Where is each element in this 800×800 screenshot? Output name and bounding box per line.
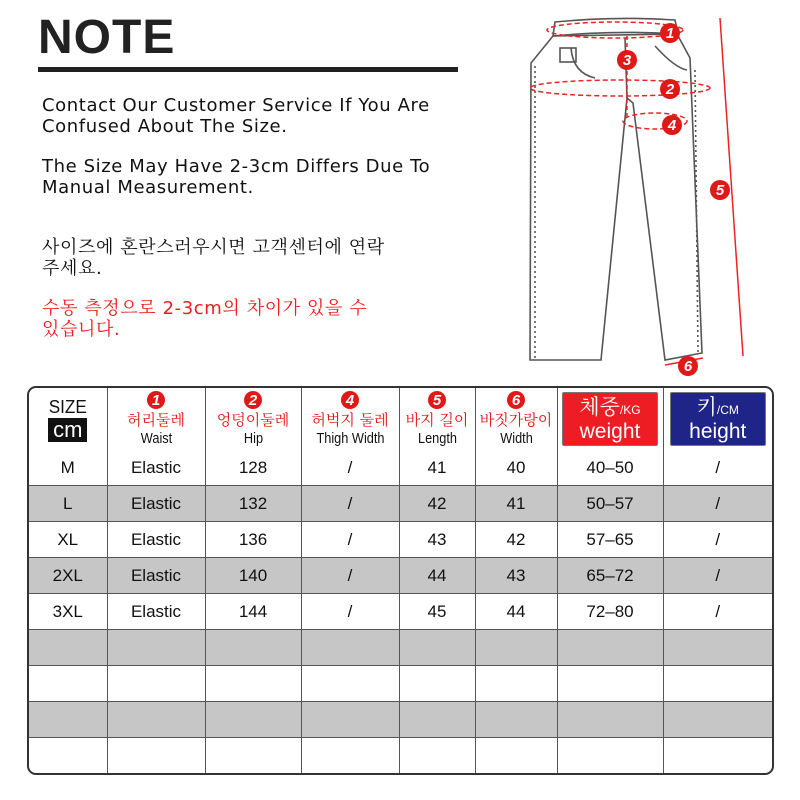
- table-body: [29, 450, 772, 773]
- svg-text:5: 5: [432, 392, 442, 409]
- number-badge-icon: [505, 390, 527, 410]
- table-row: [29, 630, 772, 666]
- table-cell: 42: [399, 486, 475, 522]
- size-cell: XL: [29, 522, 107, 558]
- number-badge-icon: [242, 390, 264, 410]
- table-cell: [301, 702, 399, 738]
- table-row: [29, 486, 772, 522]
- hip-header-cell: 2 엉덩이둘레 Hip: [205, 388, 301, 450]
- note-en-line: Manual Measurement.: [42, 177, 254, 198]
- table-cell: [475, 738, 557, 774]
- svg-text:2: 2: [248, 392, 258, 409]
- table-cell: /: [663, 594, 772, 630]
- pants-outline-icon: [530, 18, 702, 360]
- table-cell: 41: [475, 486, 557, 522]
- waist-header-cell: 1 허리둘레 Waist: [107, 388, 205, 450]
- table-cell: [475, 630, 557, 666]
- table-row: [29, 558, 772, 594]
- table-cell: /: [301, 450, 399, 486]
- table-cell: [399, 666, 475, 702]
- table-cell: [663, 630, 772, 666]
- table-cell: [399, 630, 475, 666]
- table-row: [29, 594, 772, 630]
- svg-text:2: 2: [665, 81, 675, 98]
- table-cell: [475, 702, 557, 738]
- size-cell: [29, 630, 107, 666]
- svg-text:6: 6: [511, 392, 521, 409]
- table-cell: Elastic: [107, 486, 205, 522]
- table-cell: /: [301, 486, 399, 522]
- table-cell: 132: [205, 486, 301, 522]
- number-badge-icon: [426, 390, 448, 410]
- table-cell: 72–80: [557, 594, 663, 630]
- weight-header-box: 체중/KG weight: [562, 392, 658, 446]
- table-header-row: [29, 388, 772, 450]
- table-cell: [301, 666, 399, 702]
- size-cell: [29, 666, 107, 702]
- table-cell: 65–72: [557, 558, 663, 594]
- table-cell: 44: [399, 558, 475, 594]
- number-badge-icon: [145, 390, 167, 410]
- svg-text:1: 1: [151, 392, 161, 409]
- table-cell: Elastic: [107, 594, 205, 630]
- note-en-line: Contact Our Customer Service If You Are: [42, 95, 430, 116]
- table-cell: [557, 738, 663, 774]
- table-cell: [557, 666, 663, 702]
- length-header-cell: 5 바지 길이 Length: [399, 388, 475, 450]
- table-cell: 128: [205, 450, 301, 486]
- svg-text:4: 4: [345, 392, 355, 409]
- table-row: [29, 666, 772, 702]
- title-underline: [38, 67, 458, 72]
- table-cell: [399, 738, 475, 774]
- pants-measurement-diagram: [515, 8, 785, 383]
- table-cell: [107, 702, 205, 738]
- weight-header-cell: [557, 388, 663, 450]
- table-cell: [663, 702, 772, 738]
- svg-text:6: 6: [683, 358, 693, 375]
- table-cell: 50–57: [557, 486, 663, 522]
- table-cell: 44: [475, 594, 557, 630]
- table-cell: Elastic: [107, 522, 205, 558]
- table-cell: [205, 630, 301, 666]
- table-cell: 45: [399, 594, 475, 630]
- size-header-cell: [29, 388, 107, 450]
- note-kr-warning: 수동 측정으로 2-3cm의 차이가 있을 수: [42, 298, 368, 319]
- table-cell: [475, 666, 557, 702]
- table-cell: /: [663, 558, 772, 594]
- table-cell: 57–65: [557, 522, 663, 558]
- table-cell: [107, 630, 205, 666]
- note-kr-warning: 있습니다.: [42, 319, 121, 340]
- table-cell: [107, 738, 205, 774]
- number-badge-icon: [339, 390, 361, 410]
- table-cell: [301, 630, 399, 666]
- height-header-box: 키/CM height: [670, 392, 766, 446]
- table-row: [29, 702, 772, 738]
- unit-label: cm: [48, 418, 87, 442]
- size-cell: L: [29, 486, 107, 522]
- table-cell: 140: [205, 558, 301, 594]
- size-label: SIZE: [48, 396, 87, 417]
- table-cell: [399, 702, 475, 738]
- table-cell: Elastic: [107, 450, 205, 486]
- table-cell: /: [663, 486, 772, 522]
- table-row: [29, 450, 772, 486]
- size-cell: M: [29, 450, 107, 486]
- size-cell: [29, 702, 107, 738]
- table-cell: /: [301, 522, 399, 558]
- note-en-line: Confused About The Size.: [42, 116, 288, 137]
- size-cell: 2XL: [29, 558, 107, 594]
- table-cell: [663, 666, 772, 702]
- table-cell: 40: [475, 450, 557, 486]
- svg-text:5: 5: [715, 182, 725, 199]
- size-cell: 3XL: [29, 594, 107, 630]
- table-cell: 136: [205, 522, 301, 558]
- table-cell: Elastic: [107, 558, 205, 594]
- table-cell: /: [663, 522, 772, 558]
- table-cell: [205, 702, 301, 738]
- table-cell: [557, 702, 663, 738]
- note-en-line: The Size May Have 2-3cm Differs Due To: [42, 156, 431, 177]
- table-cell: [301, 738, 399, 774]
- table-cell: [205, 666, 301, 702]
- table-cell: 144: [205, 594, 301, 630]
- table-cell: 43: [475, 558, 557, 594]
- thigh-header-cell: 4 허벅지 둘레 Thigh Width: [301, 388, 399, 450]
- size-table: [27, 386, 774, 775]
- table-cell: /: [301, 594, 399, 630]
- height-header-cell: [663, 388, 772, 450]
- table-cell: 42: [475, 522, 557, 558]
- svg-text:4: 4: [667, 117, 677, 134]
- table-cell: /: [301, 558, 399, 594]
- table-cell: [205, 738, 301, 774]
- table-cell: [663, 738, 772, 774]
- marker-icons: [617, 23, 730, 376]
- table-cell: 40–50: [557, 450, 663, 486]
- note-title: NOTE: [38, 11, 176, 64]
- table-row: [29, 738, 772, 774]
- note-kr-line: 주세요.: [42, 258, 103, 279]
- table-cell: 43: [399, 522, 475, 558]
- table-row: [29, 522, 772, 558]
- table-cell: /: [663, 450, 772, 486]
- svg-text:1: 1: [665, 25, 675, 42]
- table-cell: [107, 666, 205, 702]
- width-header-cell: 6 바짓가랑이 Width: [475, 388, 557, 450]
- size-cell: [29, 738, 107, 774]
- note-kr-line: 사이즈에 혼란스러우시면 고객센터에 연락: [42, 237, 385, 258]
- table-cell: 41: [399, 450, 475, 486]
- table-cell: [557, 630, 663, 666]
- svg-text:3: 3: [622, 52, 632, 69]
